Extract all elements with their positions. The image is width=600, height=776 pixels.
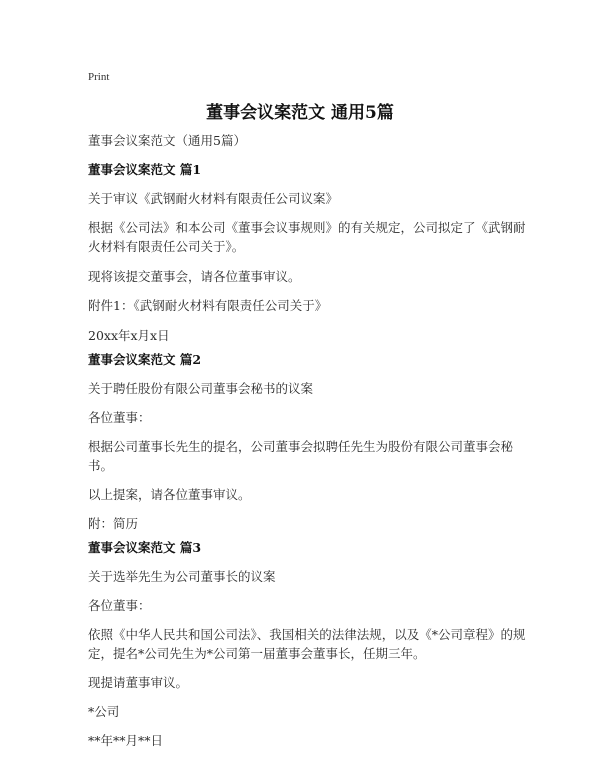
paragraph: 以上提案，请各位董事审议。 bbox=[88, 487, 251, 502]
print-link[interactable]: Print bbox=[88, 71, 110, 83]
paragraph: 20xx年x月x日 bbox=[88, 328, 170, 343]
paragraph: 关于聘任股份有限公司董事会秘书的议案 bbox=[88, 381, 314, 396]
section-heading: 董事会议案范文 篇2 bbox=[88, 352, 202, 367]
paragraph: 根据公司董事长先生的提名，公司董事会拟聘任先生为股份有限公司董事会秘书。 bbox=[88, 439, 514, 473]
section-heading: 董事会议案范文 篇1 bbox=[88, 162, 202, 177]
paragraph: *公司 bbox=[88, 704, 120, 719]
paragraph: 附件1：《武钢耐火材料有限责任公司关于》 bbox=[88, 298, 328, 313]
paragraph: 关于审议《武钢耐火材料有限责任公司议案》 bbox=[88, 191, 339, 206]
paragraph: 各位董事： bbox=[88, 598, 151, 613]
section-heading: 董事会议案范文 篇3 bbox=[88, 540, 202, 555]
paragraph: 现将该提交董事会，请各位董事审议。 bbox=[88, 269, 301, 284]
paragraph: 董事会议案范文（通用5篇） bbox=[88, 133, 246, 148]
paragraph: 各位董事： bbox=[88, 410, 151, 425]
document-body bbox=[88, 131, 526, 750]
paragraph: **年**月**日 bbox=[88, 733, 164, 748]
paragraph: 依照《中华人民共和国公司法》、我国相关的法律法规，以及《*公司章程》的规定，提名*公司先生为*公司第一届董事会董事长，任期三年。 bbox=[88, 627, 526, 661]
document-title: 董事会议案范文 通用5篇 bbox=[206, 103, 394, 123]
paragraph: 关于选举先生为公司董事长的议案 bbox=[88, 569, 276, 584]
paragraph: 根据《公司法》和本公司《董事会议事规则》的有关规定，公司拟定了《武钢耐火材料有限责任公司关于》。 bbox=[88, 220, 526, 254]
paragraph: 现提请董事审议。 bbox=[88, 675, 189, 690]
paragraph: 附：简历 bbox=[88, 516, 139, 531]
